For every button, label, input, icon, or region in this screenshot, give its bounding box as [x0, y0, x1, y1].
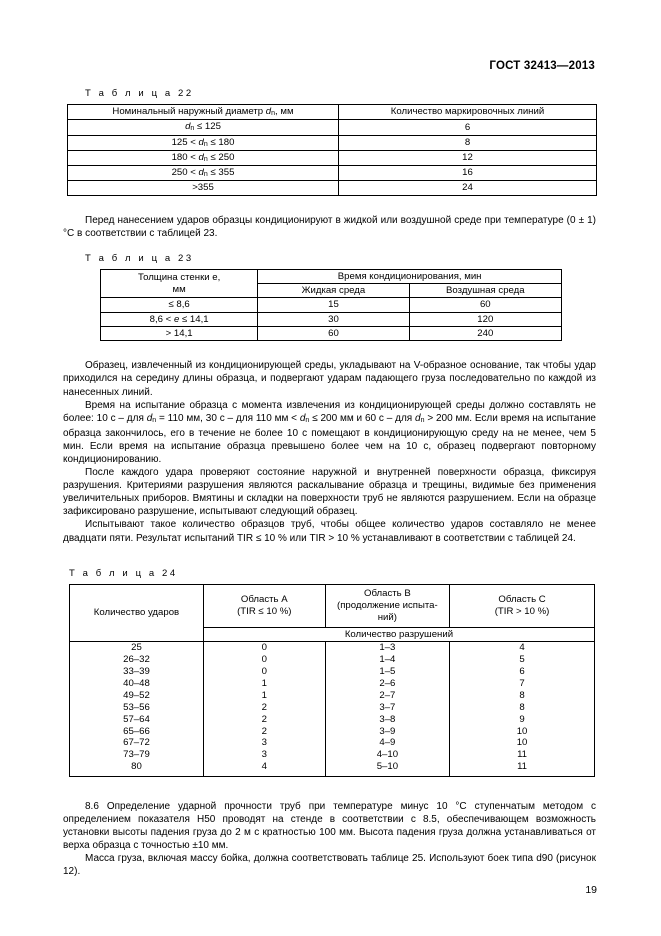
table-24-cell-blows: 80: [70, 761, 204, 776]
table-24-cell-blows: 25: [70, 641, 204, 653]
table-22-cell-diameter: >355: [68, 181, 339, 195]
table-row: [70, 666, 595, 678]
table-row: [70, 641, 595, 653]
table-row: [68, 181, 597, 195]
page-content: [63, 88, 596, 878]
table-24-header-area-c: [450, 584, 595, 627]
table-24-cell-c: 8: [450, 690, 595, 702]
table-23-body: [101, 269, 562, 341]
table-23-header-wall-line2: мм: [172, 283, 186, 295]
table-24-cell-c: 7: [450, 678, 595, 690]
table-22-cell-lines: 12: [339, 150, 597, 165]
table-23-header-row-1: [101, 269, 562, 283]
table-24-cell-blows: 53–56: [70, 701, 204, 713]
table-24-header-area-a-line2: (TIR ≤ 10 %): [237, 605, 292, 617]
table-22-cell-diameter: $180 < d_n \le 250$: [68, 150, 339, 165]
table-24-cell-c: 11: [450, 749, 595, 761]
table-24-cell-blows: 33–39: [70, 666, 204, 678]
spacer: [63, 777, 596, 800]
paragraph-mass-of-load: Масса груза, включая массу бойка, должна соответствовать таблице 25. Используют боек типа d90 (рисунок 12).: [63, 852, 596, 878]
spacer: [63, 545, 596, 568]
table-row: [101, 312, 562, 326]
table-24-cell-c: 8: [450, 701, 595, 713]
table-23-cell-air: 60: [409, 298, 561, 312]
table-24-cell-blows: 49–52: [70, 690, 204, 702]
table-22-caption: Т а б л и ц а 22: [85, 88, 194, 99]
table-24-cell-blows: 40–48: [70, 678, 204, 690]
table-24-cell-blows: 57–64: [70, 713, 204, 725]
table-24-cell-a: 3: [203, 737, 325, 749]
table-row: [68, 166, 597, 181]
table-row: [70, 737, 595, 749]
paragraph-failure-criteria: После каждого удара проверяют состояние наружной и внутренней поверхности образца, фиксируя разрушения. Критериями разрушения являются раскалывание образца и трещины, видимые без применения увеличительных приборов. Вмятины и складки на поверхности труб не являются разрушением. Если на образце зафиксировано разрушение, испытывают следующий образец.: [63, 467, 596, 518]
table-23-cell-wall: > 14,1: [101, 327, 258, 341]
table-24-header-area-b-line2: (продолжение испыта-: [337, 599, 438, 611]
table-24-cell-a: 2: [203, 725, 325, 737]
table-24-cell-b: 3–9: [325, 725, 449, 737]
table-24-subheader-failures: Количество разрушений: [203, 627, 594, 641]
table-24-cell-c: 11: [450, 761, 595, 776]
table-24-header-area-b-line3: ний): [377, 611, 397, 623]
table-23-cell-air: 120: [409, 312, 561, 326]
table-24-header-area-b: [325, 584, 449, 627]
table-24-cell-a: 3: [203, 749, 325, 761]
paragraph-clause-8-6: 8.6 Определение ударной прочности труб при температуре минус 10 °С ступенчатым методом с определением показателя H50 проводят на стенде в соответствии с 8.5, обеспечивающем возможность установки высоты падения груза до 2 м с кратностью 100 мм. Высота падения груза должна устанавливаться от верха образца с точностью ±10 мм.: [63, 800, 596, 851]
table-23-header-wall: [101, 269, 258, 298]
paragraph-before-table-23: Перед нанесением ударов образцы кондиционируют в жидкой или воздушной среде при температуре (0 ± 1) °С в соответствии с таблицей 23.: [63, 214, 596, 239]
table-24-cell-b: 3–7: [325, 701, 449, 713]
table-23-cell-liquid: 30: [258, 312, 409, 326]
table-row: [70, 690, 595, 702]
paragraph-sample-placement: Образец, извлеченный из кондиционирующей среды, укладывают на V-образное основание, так чтобы удар приходился на середину длины образца, и подвергают ударам падающего груза последовательно по каждой из нанесенных линий.: [63, 360, 596, 398]
table-24: [69, 584, 595, 777]
table-24-cell-b: 4–9: [325, 737, 449, 749]
table-24-cell-a: 1: [203, 690, 325, 702]
table-23: [100, 269, 562, 342]
table-23-cell-liquid: 60: [258, 327, 409, 341]
table-row: [101, 327, 562, 341]
spacer: [63, 341, 596, 359]
paragraph-sample-count: Испытывают такое количество образцов труб, чтобы общее количество ударов составляло не менее двадцати пяти. Результат испытаний TIR ≤ 10 % или TIR > 10 % устанавливают в соответствии с таблицей 24.: [63, 519, 596, 544]
table-23-header-group: Время кондиционирования, мин: [258, 269, 562, 283]
spacer: [63, 240, 596, 253]
table-24-cell-c: 4: [450, 641, 595, 653]
table-24-cell-a: 4: [203, 761, 325, 776]
table-24-cell-c: 6: [450, 666, 595, 678]
table-24-header-blows: Количество ударов: [70, 584, 204, 641]
table-24-header-area-c-line1: Область C: [498, 593, 546, 605]
table-23-header-wall-line1: Толщина стенки e,: [137, 272, 221, 284]
table-24-cell-c: 10: [450, 737, 595, 749]
table-22-cell-diameter: $250 < d_n \le 355$: [68, 166, 339, 181]
table-row: [70, 725, 595, 737]
table-row: [101, 298, 562, 312]
table-24-cell-a: 2: [203, 701, 325, 713]
table-23-cell-liquid: 15: [258, 298, 409, 312]
table-24-header-area-b-line1: Область B: [364, 587, 411, 599]
paragraph-test-timing: Время на испытание образца с момента извлечения из кондиционирующей среды должно составлять не более: 10 с – для $d_n = 110$ мм, 30 с – для 110 мм < $d_n \le 200$ мм и 60 с – для $d_n > 200$ мм. Если время на испытание образца закончилось, его в течение не более 10 с помещают в кондиционирующую среду на не менее, чем 5 мин. Если время на испытание образца превышено более чем на 10 с, образец подвергают повторному кондиционированию.: [63, 399, 596, 465]
page-number: 19: [585, 884, 597, 896]
table-24-cell-b: 1–3: [325, 641, 449, 653]
table-24-cell-b: 1–5: [325, 666, 449, 678]
table-23-cell-wall: 8,6 < e ≤ 14,1: [101, 312, 258, 326]
table-24-cell-c: 9: [450, 713, 595, 725]
table-row: [70, 761, 595, 776]
table-24-header-row: [70, 584, 595, 627]
table-24-cell-blows: 67–72: [70, 737, 204, 749]
table-24-header-area-a: [203, 584, 325, 627]
table-22-cell-lines: 16: [339, 166, 597, 181]
table-24-cell-b: 4–10: [325, 749, 449, 761]
table-23-header-air: Воздушная среда: [409, 284, 561, 298]
table-24-cell-b: 1–4: [325, 654, 449, 666]
table-24-cell-blows: 26–32: [70, 654, 204, 666]
table-24-cell-b: 5–10: [325, 761, 449, 776]
table-row: [70, 713, 595, 725]
table-row: [68, 150, 597, 165]
table-24-cell-c: 5: [450, 654, 595, 666]
table-24-cell-blows: 73–79: [70, 749, 204, 761]
table-24-cell-blows: 65–66: [70, 725, 204, 737]
table-24-header-area-a-line1: Область A: [240, 593, 288, 605]
table-24-cell-a: 1: [203, 678, 325, 690]
spacer: [63, 196, 596, 214]
table-row: [68, 120, 597, 135]
table-22-cell-diameter: $125 < d_n \le 180$: [68, 135, 339, 150]
table-24-cell-a: 2: [203, 713, 325, 725]
table-row: [70, 749, 595, 761]
table-24-cell-b: 2–7: [325, 690, 449, 702]
table-23-header-liquid: Жидкая среда: [258, 284, 409, 298]
table-22-cell-diameter: $d_n \le 125$: [68, 120, 339, 135]
table-row: [70, 701, 595, 713]
table-23-caption: Т а б л и ц а 23: [85, 252, 194, 264]
table-24-header-area-c-line2: (TIR > 10 %): [494, 605, 550, 617]
table-row: [68, 135, 597, 150]
table-22-cell-lines: 6: [339, 120, 597, 135]
table-row: [70, 654, 595, 666]
table-22-header-row: [68, 105, 597, 120]
table-24-cell-b: 2–6: [325, 678, 449, 690]
table-22-cell-lines: 24: [339, 181, 597, 195]
table-24-caption: Т а б л и ц а 24: [69, 567, 178, 579]
table-23-cell-wall: ≤ 8,6: [101, 298, 258, 312]
table-22-body: [68, 105, 597, 196]
table-22-header-lines: Количество маркировочных линий: [339, 105, 597, 120]
table-24-cell-a: 0: [203, 666, 325, 678]
table-22: [67, 104, 597, 196]
table-24-cell-a: 0: [203, 641, 325, 653]
table-24-cell-b: 3–8: [325, 713, 449, 725]
standard-header: ГОСТ 32413—2013: [489, 60, 595, 72]
table-row: [70, 678, 595, 690]
table-24-cell-a: 0: [203, 654, 325, 666]
table-22-cell-lines: 8: [339, 135, 597, 150]
table-23-cell-air: 240: [409, 327, 561, 341]
table-24-body: [70, 584, 595, 776]
table-24-cell-c: 10: [450, 725, 595, 737]
table-22-header-diameter: Номинальный наружный диаметр $d_n$, мм: [68, 105, 339, 120]
